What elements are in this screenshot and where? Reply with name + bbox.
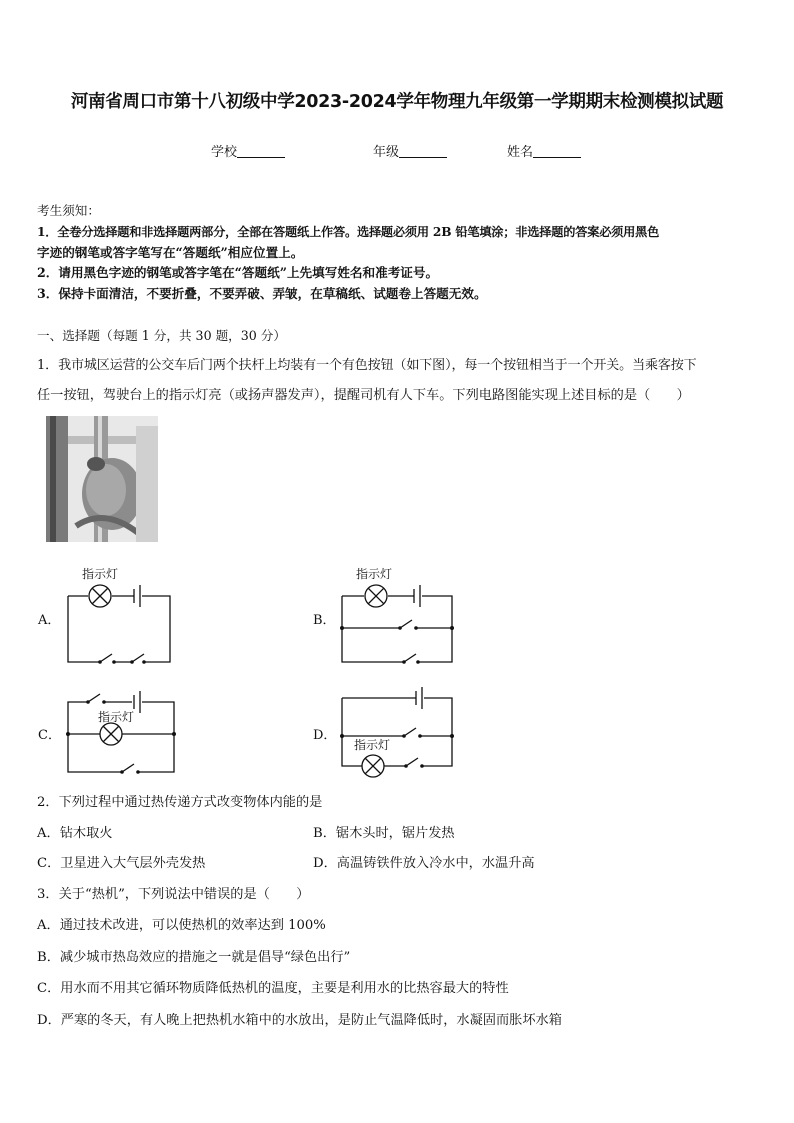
name-field[interactable] bbox=[507, 141, 581, 160]
q1-stem-line-1: 1．我市城区运营的公交车后门两个扶杆上均装有一个有色按钮（如下图），每一个按钮相当于一个开关。当乘客按下 bbox=[37, 358, 697, 373]
q1-option-d-label[interactable]: D． bbox=[313, 728, 337, 743]
school-blank[interactable] bbox=[237, 144, 285, 158]
circuit-c-lamp-label: 指示灯 bbox=[98, 710, 135, 724]
circuit-c[interactable] bbox=[60, 686, 185, 786]
q2-option-b[interactable]: B．锯木头时，锯片发热 bbox=[313, 826, 455, 841]
q2-stem: 2．下列过程中通过热传递方式改变物体内能的是 bbox=[37, 795, 323, 810]
exam-title: 河南省周口市第十八初级中学2023-2024学年物理九年级第一学期期末检测模拟试题 bbox=[70, 92, 724, 112]
notice-item-1-line-1: 1．全卷分选择题和非选择题两部分，全部在答题纸上作答。选择题必须用 2B 铅笔填涂；非选择题的答案必须用黑色 bbox=[37, 225, 660, 239]
q3-stem: 3．关于“热机”，下列说法中错误的是（ ） bbox=[37, 887, 310, 902]
bus-button-photo bbox=[46, 416, 158, 542]
school-field[interactable] bbox=[211, 141, 285, 160]
bus-button-photo-drawing bbox=[46, 416, 158, 542]
q3-option-d[interactable]: D．严寒的冬天，有人晚上把热机水箱中的水放出，是防止气温降低时，水凝固而胀坏水箱 bbox=[37, 1013, 562, 1028]
q3-option-c[interactable]: C．用水而不用其它循环物质降低热机的温度，主要是利用水的比热容最大的特性 bbox=[37, 981, 509, 996]
circuit-d[interactable] bbox=[334, 680, 459, 786]
circuit-a[interactable] bbox=[60, 562, 180, 670]
school-label: 学校 bbox=[211, 145, 238, 160]
q2-option-d[interactable]: D．高温铸铁件放入冷水中，水温升高 bbox=[313, 856, 535, 871]
name-label: 姓名 bbox=[507, 145, 534, 160]
notice-item-1-line-2: 字迹的钢笔或答字笔写在“答题纸”相应位置上。 bbox=[37, 245, 304, 260]
q2-option-c[interactable]: C．卫星进入大气层外壳发热 bbox=[37, 856, 206, 871]
q3-option-b[interactable]: B．减少城市热岛效应的措施之一就是倡导“绿色出行” bbox=[37, 950, 351, 965]
circuit-b[interactable] bbox=[334, 562, 459, 670]
circuit-a-lamp-label: 指示灯 bbox=[82, 567, 119, 581]
grade-blank[interactable] bbox=[399, 144, 447, 158]
q2-option-a[interactable]: A．钻木取火 bbox=[37, 826, 113, 841]
name-blank[interactable] bbox=[533, 144, 581, 158]
q1-option-a-label[interactable]: A． bbox=[38, 613, 61, 628]
grade-label: 年级 bbox=[373, 145, 400, 160]
notice-item-2: 2．请用黑色字迹的钢笔或答字笔在“答题纸”上先填写姓名和准考证号。 bbox=[37, 265, 439, 280]
q1-stem-line-2: 任一按钮，驾驶台上的指示灯亮（或扬声器发声），提醒司机有人下车。下列电路图能实现上述目标的是（ ） bbox=[37, 388, 690, 403]
notice-heading: 考生须知： bbox=[37, 203, 100, 218]
q3-option-a[interactable]: A．通过技术改进，可以使热机的效率达到 100% bbox=[37, 918, 326, 933]
grade-field[interactable] bbox=[373, 141, 447, 160]
circuit-b-lamp-label: 指示灯 bbox=[356, 567, 393, 581]
q1-option-c-label[interactable]: C． bbox=[38, 728, 61, 743]
q1-option-b-label[interactable]: B． bbox=[313, 613, 336, 628]
section-heading: 一、选择题（每题 1 分，共 30 题，30 分） bbox=[37, 328, 286, 343]
notice-item-3: 3．保持卡面清洁，不要折叠，不要弄破、弄皱，在草稿纸、试题卷上答题无效。 bbox=[37, 286, 487, 301]
circuit-d-lamp-label: 指示灯 bbox=[354, 738, 391, 752]
